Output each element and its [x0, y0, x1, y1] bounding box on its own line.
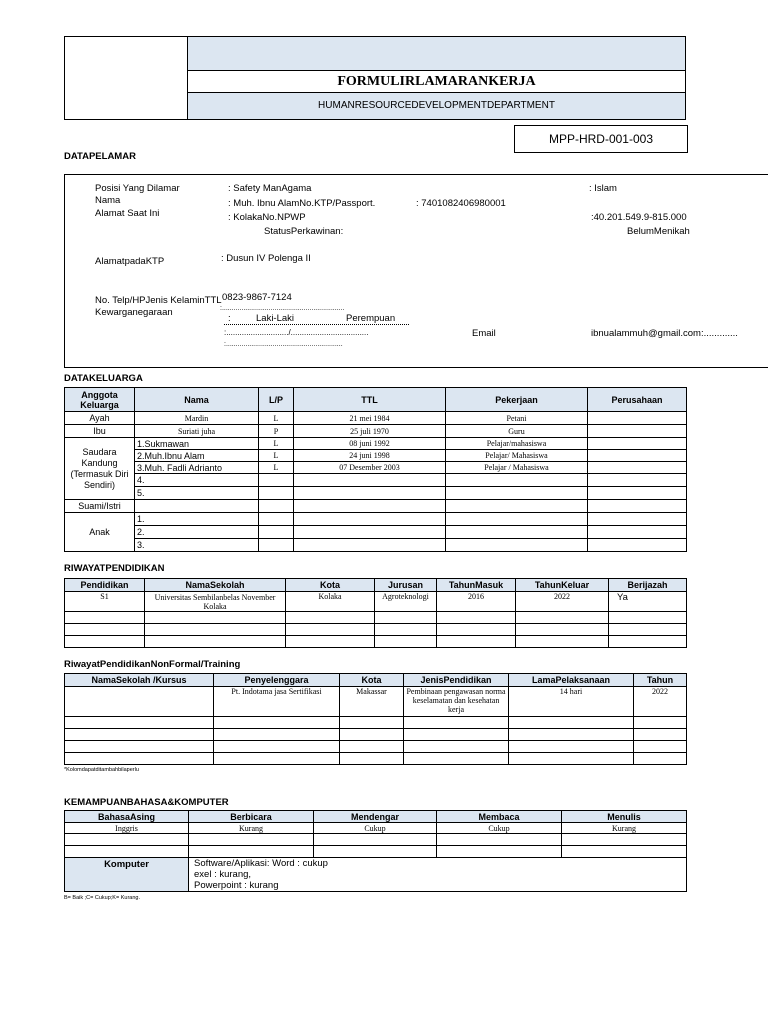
- edu-pendidikan[interactable]: S1: [65, 592, 145, 612]
- status-value: BelumMenikah: [627, 226, 690, 237]
- saudara-2-ttl[interactable]: 24 juni 1998: [294, 450, 446, 462]
- table-row: [65, 636, 687, 648]
- lang-membaca[interactable]: Cukup: [437, 823, 562, 834]
- table-row: [65, 753, 687, 765]
- edu-header-berijazah: Berijazah: [609, 579, 687, 592]
- table-row: [65, 425, 687, 438]
- training-empty-cell[interactable]: [214, 729, 340, 741]
- saudara-1-lp[interactable]: L: [259, 438, 294, 450]
- ktp-value: : 7401082406980001: [416, 198, 506, 209]
- row-label-saudara: Saudara Kandung (Termasuk Diri Sendiri): [65, 438, 135, 500]
- training-empty-cell[interactable]: [404, 729, 509, 741]
- edu-empty-cell[interactable]: [145, 636, 286, 648]
- kewarganegaraan-label: Kewarganegaraan: [95, 307, 173, 318]
- training-empty-cell[interactable]: [340, 717, 404, 729]
- family-header-lp: L/P: [259, 388, 294, 412]
- row-label-suami-istri: Suami/Istri: [65, 500, 135, 513]
- edu-empty-cell[interactable]: [65, 612, 145, 624]
- training-empty-cell[interactable]: [634, 729, 687, 741]
- training-empty-cell[interactable]: [214, 741, 340, 753]
- edu-header-pendidikan: Pendidikan: [65, 579, 145, 592]
- training-empty-cell[interactable]: [404, 753, 509, 765]
- anak-3-ttl[interactable]: [294, 539, 446, 552]
- saudara-5-ttl[interactable]: [294, 487, 446, 500]
- edu-header-kota: Kota: [286, 579, 375, 592]
- edu-empty-cell[interactable]: [437, 612, 516, 624]
- telp-label: No. Telp/HPJenis KelaminTTL: [95, 295, 222, 306]
- table-row: [65, 539, 687, 552]
- saudara-4-lp[interactable]: [259, 474, 294, 487]
- training-empty-cell[interactable]: [340, 729, 404, 741]
- anak-1-nama[interactable]: 1.: [135, 513, 259, 526]
- edu-empty-cell[interactable]: [286, 612, 375, 624]
- table-row: [65, 474, 687, 487]
- table-row: [65, 858, 687, 892]
- education-table: [64, 578, 687, 648]
- lang-empty-cell[interactable]: [189, 834, 314, 846]
- edu-empty-cell[interactable]: [65, 636, 145, 648]
- training-empty-cell[interactable]: [509, 717, 634, 729]
- lang-menulis[interactable]: Kurang: [562, 823, 687, 834]
- edu-empty-cell[interactable]: [609, 612, 687, 624]
- table-row: [65, 846, 687, 858]
- training-empty-cell[interactable]: [404, 741, 509, 753]
- lang-empty-cell[interactable]: [314, 834, 437, 846]
- saudara-5-lp[interactable]: [259, 487, 294, 500]
- komputer-label: Komputer: [65, 858, 189, 892]
- training-empty-cell[interactable]: [634, 753, 687, 765]
- training-tahun[interactable]: 2022: [634, 687, 687, 717]
- status-label: StatusPerkawinan:: [264, 226, 344, 237]
- ayah-pekerjaan[interactable]: Petani: [446, 412, 588, 425]
- saudara-5-nama[interactable]: 5.: [135, 487, 259, 500]
- document-code: MPP-HRD-001-003: [514, 125, 688, 153]
- lang-berbicara[interactable]: Kurang: [189, 823, 314, 834]
- table-row: [65, 741, 687, 753]
- lang-bahasa[interactable]: Inggris: [65, 823, 189, 834]
- saudara-1-nama[interactable]: 1.Sukmawan: [135, 438, 259, 450]
- training-header-lama: LamaPelaksanaan: [509, 674, 634, 687]
- training-header-tahun: Tahun: [634, 674, 687, 687]
- training-empty-cell[interactable]: [509, 753, 634, 765]
- anak-2-pekerjaan[interactable]: [446, 526, 588, 539]
- komputer-line-1: Software/Aplikasi: Word : cukup: [194, 858, 328, 869]
- edu-jurusan[interactable]: Agroteknologi: [375, 592, 437, 612]
- lang-header-bahasa: BahasaAsing: [65, 811, 189, 823]
- lang-header-membaca: Membaca: [437, 811, 562, 823]
- edu-empty-cell[interactable]: [609, 636, 687, 648]
- edu-header-tahun-keluar: TahunKeluar: [516, 579, 609, 592]
- edu-tahun-masuk[interactable]: 2016: [437, 592, 516, 612]
- nama-value: : Muh. Ibnu AlamNo.KTP/Passport.: [228, 198, 376, 209]
- training-empty-cell[interactable]: [340, 741, 404, 753]
- anak-3-lp[interactable]: [259, 539, 294, 552]
- table-row: [65, 513, 687, 526]
- saudara-5-pekerjaan[interactable]: [446, 487, 588, 500]
- edu-empty-cell[interactable]: [286, 624, 375, 636]
- table-row: [65, 412, 687, 425]
- edu-tahun-keluar[interactable]: 2022: [516, 592, 609, 612]
- saudara-4-perusahaan[interactable]: [588, 474, 687, 487]
- dots-line-1: :...............................................................: [220, 305, 345, 312]
- family-header-nama: Nama: [135, 388, 259, 412]
- edu-empty-cell[interactable]: [145, 612, 286, 624]
- table-row: [65, 450, 687, 462]
- bahasa-legend: B= Baik ;C= Cukup;K= Kurang.: [64, 895, 140, 901]
- header-top-band: [188, 37, 685, 71]
- logo-area: [65, 37, 188, 119]
- training-empty-cell[interactable]: [65, 753, 214, 765]
- family-table: [64, 387, 687, 552]
- saudara-4-pekerjaan[interactable]: [446, 474, 588, 487]
- saudara-4-nama[interactable]: 4.: [135, 474, 259, 487]
- bahasa-title: KEMAMPUANBAHASA&KOMPUTER: [64, 797, 229, 808]
- dots-line-2: :............................................................: [224, 341, 343, 348]
- row-label-anak: Anak: [65, 513, 135, 552]
- training-empty-cell[interactable]: [214, 753, 340, 765]
- ayah-nama[interactable]: Mardin: [135, 412, 259, 425]
- table-row: [65, 438, 687, 450]
- edu-empty-cell[interactable]: [375, 636, 437, 648]
- agama-value: : Islam: [589, 183, 617, 194]
- table-row: [65, 462, 687, 474]
- saudara-1-pekerjaan[interactable]: Pelajar/mahasiswa: [446, 438, 588, 450]
- table-row: [65, 717, 687, 729]
- anak-2-ttl[interactable]: [294, 526, 446, 539]
- row-label-ayah: Ayah: [65, 412, 135, 425]
- lang-empty-cell[interactable]: [189, 846, 314, 858]
- edu-empty-cell[interactable]: [437, 636, 516, 648]
- training-empty-cell[interactable]: [65, 741, 214, 753]
- form-title: FORMULIRLAMARANKERJA: [188, 71, 685, 93]
- language-table: [64, 810, 687, 892]
- alamat-ktp-value: : Dusun IV Polenga II: [221, 253, 311, 264]
- edu-nama-sekolah[interactable]: Universitas Sembilanbelas November Kolaka: [145, 592, 286, 612]
- edu-berijazah[interactable]: Ya: [609, 592, 687, 612]
- table-row: [65, 687, 687, 717]
- saudara-3-nama[interactable]: 3.Muh. Fadli Adrianto: [135, 462, 259, 474]
- posisi-label: Posisi Yang Dilamar: [95, 183, 180, 194]
- anak-1-perusahaan[interactable]: [588, 513, 687, 526]
- ibu-perusahaan[interactable]: [588, 425, 687, 438]
- komputer-line-3: Powerpoint : kurang: [194, 880, 279, 891]
- saudara-1-perusahaan[interactable]: [588, 438, 687, 450]
- komputer-skills[interactable]: [189, 858, 687, 892]
- table-row: [65, 500, 687, 513]
- lang-empty-cell[interactable]: [65, 846, 189, 858]
- training-empty-cell[interactable]: [214, 717, 340, 729]
- nama-label: Nama: [95, 195, 121, 206]
- alamat-ktp-label: AlamatpadaKTP: [95, 256, 165, 267]
- training-lama[interactable]: 14 hari: [509, 687, 634, 717]
- edu-empty-cell[interactable]: [375, 624, 437, 636]
- anak-3-perusahaan[interactable]: [588, 539, 687, 552]
- gender-underline: [224, 324, 409, 325]
- training-empty-cell[interactable]: [634, 717, 687, 729]
- anak-2-nama[interactable]: 2.: [135, 526, 259, 539]
- ibu-ttl[interactable]: 25 juli 1970: [294, 425, 446, 438]
- table-row: [65, 612, 687, 624]
- table-row: [65, 624, 687, 636]
- suami-pekerjaan[interactable]: [446, 500, 588, 513]
- ttl-dots: :............................/...................................: [224, 328, 369, 337]
- training-table: [64, 673, 687, 765]
- saudara-2-perusahaan[interactable]: [588, 450, 687, 462]
- training-empty-cell[interactable]: [509, 741, 634, 753]
- department-name: HUMANRESOURCEDEVELOPMENTDEPARTMENT: [188, 93, 685, 119]
- family-header-perusahaan: Perusahaan: [588, 388, 687, 412]
- posisi-value: : Safety ManAgama: [228, 183, 312, 194]
- non-formal-note: *Kolomdapatditambahbilaperlu: [64, 767, 139, 773]
- table-row: [65, 834, 687, 846]
- edu-empty-cell[interactable]: [375, 612, 437, 624]
- suami-nama[interactable]: [135, 500, 259, 513]
- lang-empty-cell[interactable]: [437, 834, 562, 846]
- edu-header-jurusan: Jurusan: [375, 579, 437, 592]
- edu-empty-cell[interactable]: [437, 624, 516, 636]
- non-formal-title: RiwayatPendidikanNonFormal/Training: [64, 659, 241, 670]
- riwayat-pendidikan-title: RIWAYATPENDIDIKAN: [64, 563, 165, 574]
- saudara-3-perusahaan[interactable]: [588, 462, 687, 474]
- table-row: [65, 592, 687, 612]
- family-header-ttl: TTL: [294, 388, 446, 412]
- anak-3-nama[interactable]: 3.: [135, 539, 259, 552]
- edu-empty-cell[interactable]: [65, 624, 145, 636]
- gender-colon: :: [228, 313, 231, 324]
- suami-perusahaan[interactable]: [588, 500, 687, 513]
- training-header-kota: Kota: [340, 674, 404, 687]
- training-header-penyelenggara: Penyelenggara: [214, 674, 340, 687]
- saudara-2-nama[interactable]: 2.Muh.Ibnu Alam: [135, 450, 259, 462]
- lang-header-menulis: Menulis: [562, 811, 687, 823]
- row-label-ibu: Ibu: [65, 425, 135, 438]
- saudara-3-pekerjaan[interactable]: Pelajar / Mahasiswa: [446, 462, 588, 474]
- anak-1-ttl[interactable]: [294, 513, 446, 526]
- ibu-pekerjaan[interactable]: Guru: [446, 425, 588, 438]
- anak-1-lp[interactable]: [259, 513, 294, 526]
- table-row: [65, 729, 687, 741]
- table-row: [65, 487, 687, 500]
- training-header-nama: NamaSekolah /Kursus: [65, 674, 214, 687]
- lang-empty-cell[interactable]: [562, 834, 687, 846]
- npwp-value: :40.201.549.9-815.000: [591, 212, 687, 223]
- training-jenis[interactable]: Pembinaan pengawasan norma keselamatan dan kesehatan kerja: [404, 687, 509, 717]
- header-box: [64, 36, 686, 120]
- table-row: [65, 526, 687, 539]
- saudara-3-ttl[interactable]: 07 Desember 2003: [294, 462, 446, 474]
- edu-empty-cell[interactable]: [609, 624, 687, 636]
- ibu-nama[interactable]: Suriati juha: [135, 425, 259, 438]
- email-label: Email: [472, 328, 496, 339]
- alamat-label: Alamat Saat Ini: [95, 208, 160, 219]
- family-header-pekerjaan: Pekerjaan: [446, 388, 588, 412]
- training-empty-cell[interactable]: [634, 741, 687, 753]
- anak-2-perusahaan[interactable]: [588, 526, 687, 539]
- lang-empty-cell[interactable]: [562, 846, 687, 858]
- training-nama[interactable]: [65, 687, 214, 717]
- suami-lp[interactable]: [259, 500, 294, 513]
- edu-header-tahun-masuk: TahunMasuk: [437, 579, 516, 592]
- lang-empty-cell[interactable]: [314, 846, 437, 858]
- training-header-jenis: JenisPendidikan: [404, 674, 509, 687]
- saudara-2-pekerjaan[interactable]: Pelajar/ Mahasiswa: [446, 450, 588, 462]
- saudara-2-lp[interactable]: L: [259, 450, 294, 462]
- anak-1-pekerjaan[interactable]: [446, 513, 588, 526]
- edu-kota[interactable]: Kolaka: [286, 592, 375, 612]
- alamat-value: : KolakaNo.NPWP: [228, 212, 306, 223]
- suami-ttl[interactable]: [294, 500, 446, 513]
- lang-empty-cell[interactable]: [437, 846, 562, 858]
- edu-header-nama-sekolah: NamaSekolah: [145, 579, 286, 592]
- training-penyelenggara[interactable]: Pt. Indotama jasa Sertifikasi: [214, 687, 340, 717]
- gender-male[interactable]: Laki-Laki: [256, 313, 295, 324]
- lang-mendengar[interactable]: Cukup: [314, 823, 437, 834]
- training-empty-cell[interactable]: [65, 717, 214, 729]
- edu-empty-cell[interactable]: [516, 624, 609, 636]
- komputer-line-2: exel : kurang,: [194, 869, 252, 880]
- gender-female[interactable]: Perempuan: [346, 313, 396, 324]
- lang-header-mendengar: Mendengar: [314, 811, 437, 823]
- data-keluarga-title: DATAKELUARGA: [64, 373, 143, 384]
- edu-empty-cell[interactable]: [145, 624, 286, 636]
- training-empty-cell[interactable]: [65, 729, 214, 741]
- edu-empty-cell[interactable]: [516, 636, 609, 648]
- anak-2-lp[interactable]: [259, 526, 294, 539]
- training-empty-cell[interactable]: [509, 729, 634, 741]
- saudara-5-perusahaan[interactable]: [588, 487, 687, 500]
- family-header-anggota: Anggota Keluarga: [65, 388, 135, 412]
- anak-3-pekerjaan[interactable]: [446, 539, 588, 552]
- edu-empty-cell[interactable]: [516, 612, 609, 624]
- ayah-lp[interactable]: L: [259, 412, 294, 425]
- table-row: [65, 823, 687, 834]
- ibu-lp[interactable]: P: [259, 425, 294, 438]
- lang-empty-cell[interactable]: [65, 834, 189, 846]
- telp-value: 0823-9867-7124: [222, 292, 292, 303]
- ayah-ttl[interactable]: 21 mei 1984: [294, 412, 446, 425]
- saudara-3-lp[interactable]: L: [259, 462, 294, 474]
- email-value: ibnualammuh@gmail.com:.............: [591, 328, 738, 339]
- training-empty-cell[interactable]: [404, 717, 509, 729]
- training-kota[interactable]: Makassar: [340, 687, 404, 717]
- lang-header-berbicara: Berbicara: [189, 811, 314, 823]
- edu-empty-cell[interactable]: [286, 636, 375, 648]
- data-pelamar-title: DATAPELAMAR: [64, 151, 136, 162]
- training-empty-cell[interactable]: [340, 753, 404, 765]
- saudara-4-ttl[interactable]: [294, 474, 446, 487]
- saudara-1-ttl[interactable]: 08 juni 1992: [294, 438, 446, 450]
- ayah-perusahaan[interactable]: [588, 412, 687, 425]
